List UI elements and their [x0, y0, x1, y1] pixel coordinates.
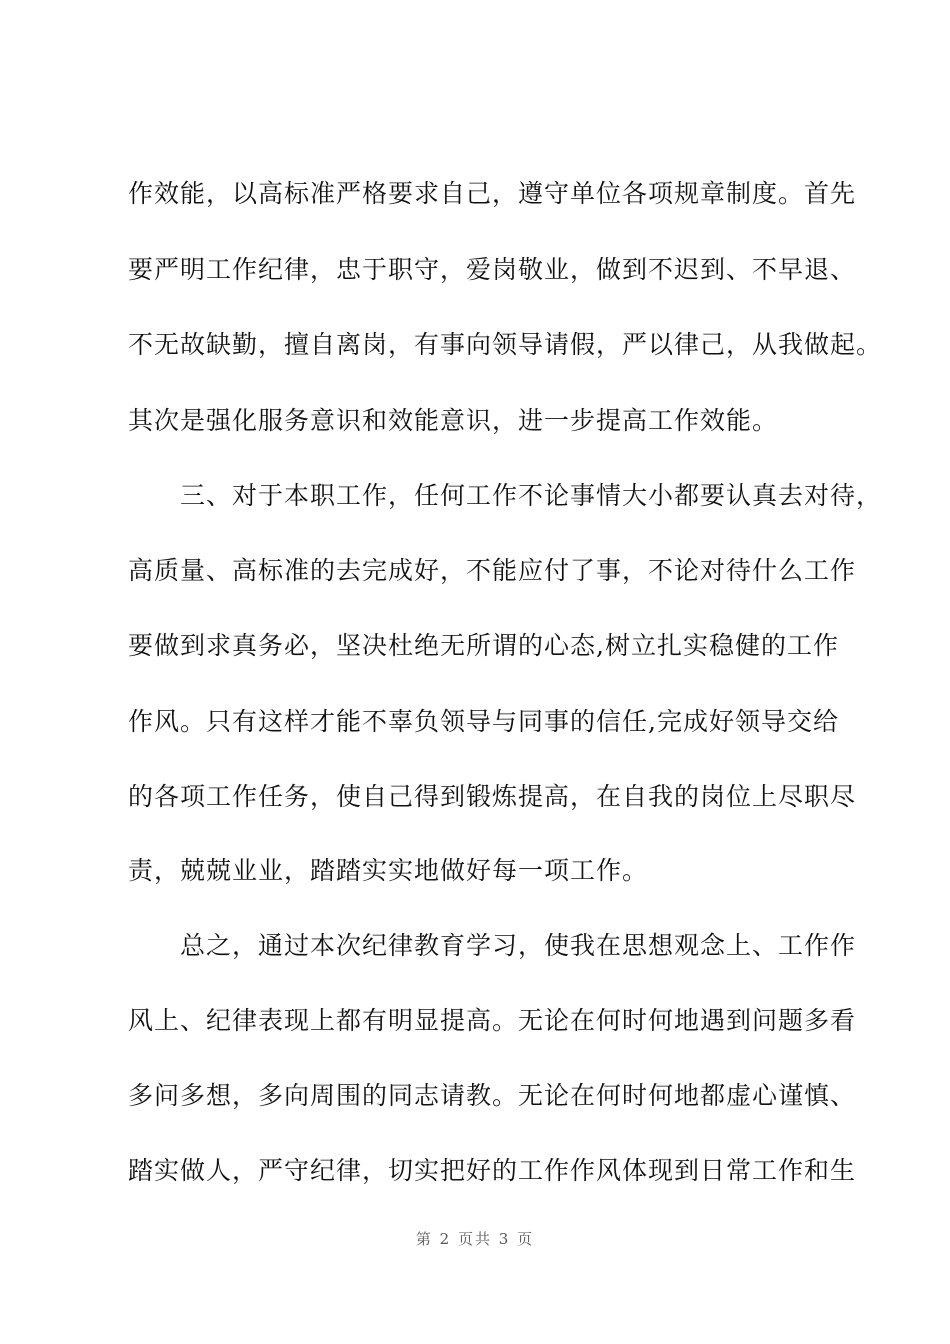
- body-line-6: 高质量、高标准的去完成好，不能应付了事，不论对待什么工作: [128, 556, 857, 585]
- body-line-10: 责，兢兢业业，踏踏实实地做好每一项工作。: [128, 856, 649, 885]
- body-line-7: 要做到求真务必，坚决杜绝无所谓的心态,树立扎实稳健的工作: [128, 631, 839, 660]
- body-line-9: 的各项工作任务，使自己得到锻炼提高，在自我的岗位上尽职尽: [128, 782, 857, 811]
- body-line-13: 多问多想，多向周围的同志请教。无论在何时何地都虚心谨慎、: [128, 1081, 857, 1110]
- body-line-12: 风上、纪律表现上都有明显提高。无论在何时何地遇到问题多看: [128, 1006, 857, 1035]
- body-line-1: 作效能，以高标准严格要求自己，遵守单位各项规章制度。首先: [128, 179, 857, 208]
- page-number-footer: 第 2 页共 3 页: [415, 1230, 535, 1248]
- body-line-4: 其次是强化服务意识和效能意识，进一步提高工作效能。: [128, 406, 779, 435]
- body-line-3: 不无故缺勤，擅自离岗，有事向领导请假，严以律己，从我做起。: [128, 330, 883, 359]
- body-line-11: 总之，通过本次纪律教育学习，使我在思想观念上、工作作: [128, 931, 857, 960]
- body-line-2: 要严明工作纪律，忠于职守，爱岗敬业，做到不迟到、不早退、: [128, 255, 857, 284]
- body-line-8: 作风。只有这样才能不辜负领导与同事的信任,完成好领导交给: [128, 707, 839, 736]
- body-line-5: 三、对于本职工作，任何工作不论事情大小都要认真去对待，: [128, 481, 883, 510]
- body-line-14: 踏实做人，严守纪律，切实把好的工作作风体现到日常工作和生: [128, 1156, 857, 1185]
